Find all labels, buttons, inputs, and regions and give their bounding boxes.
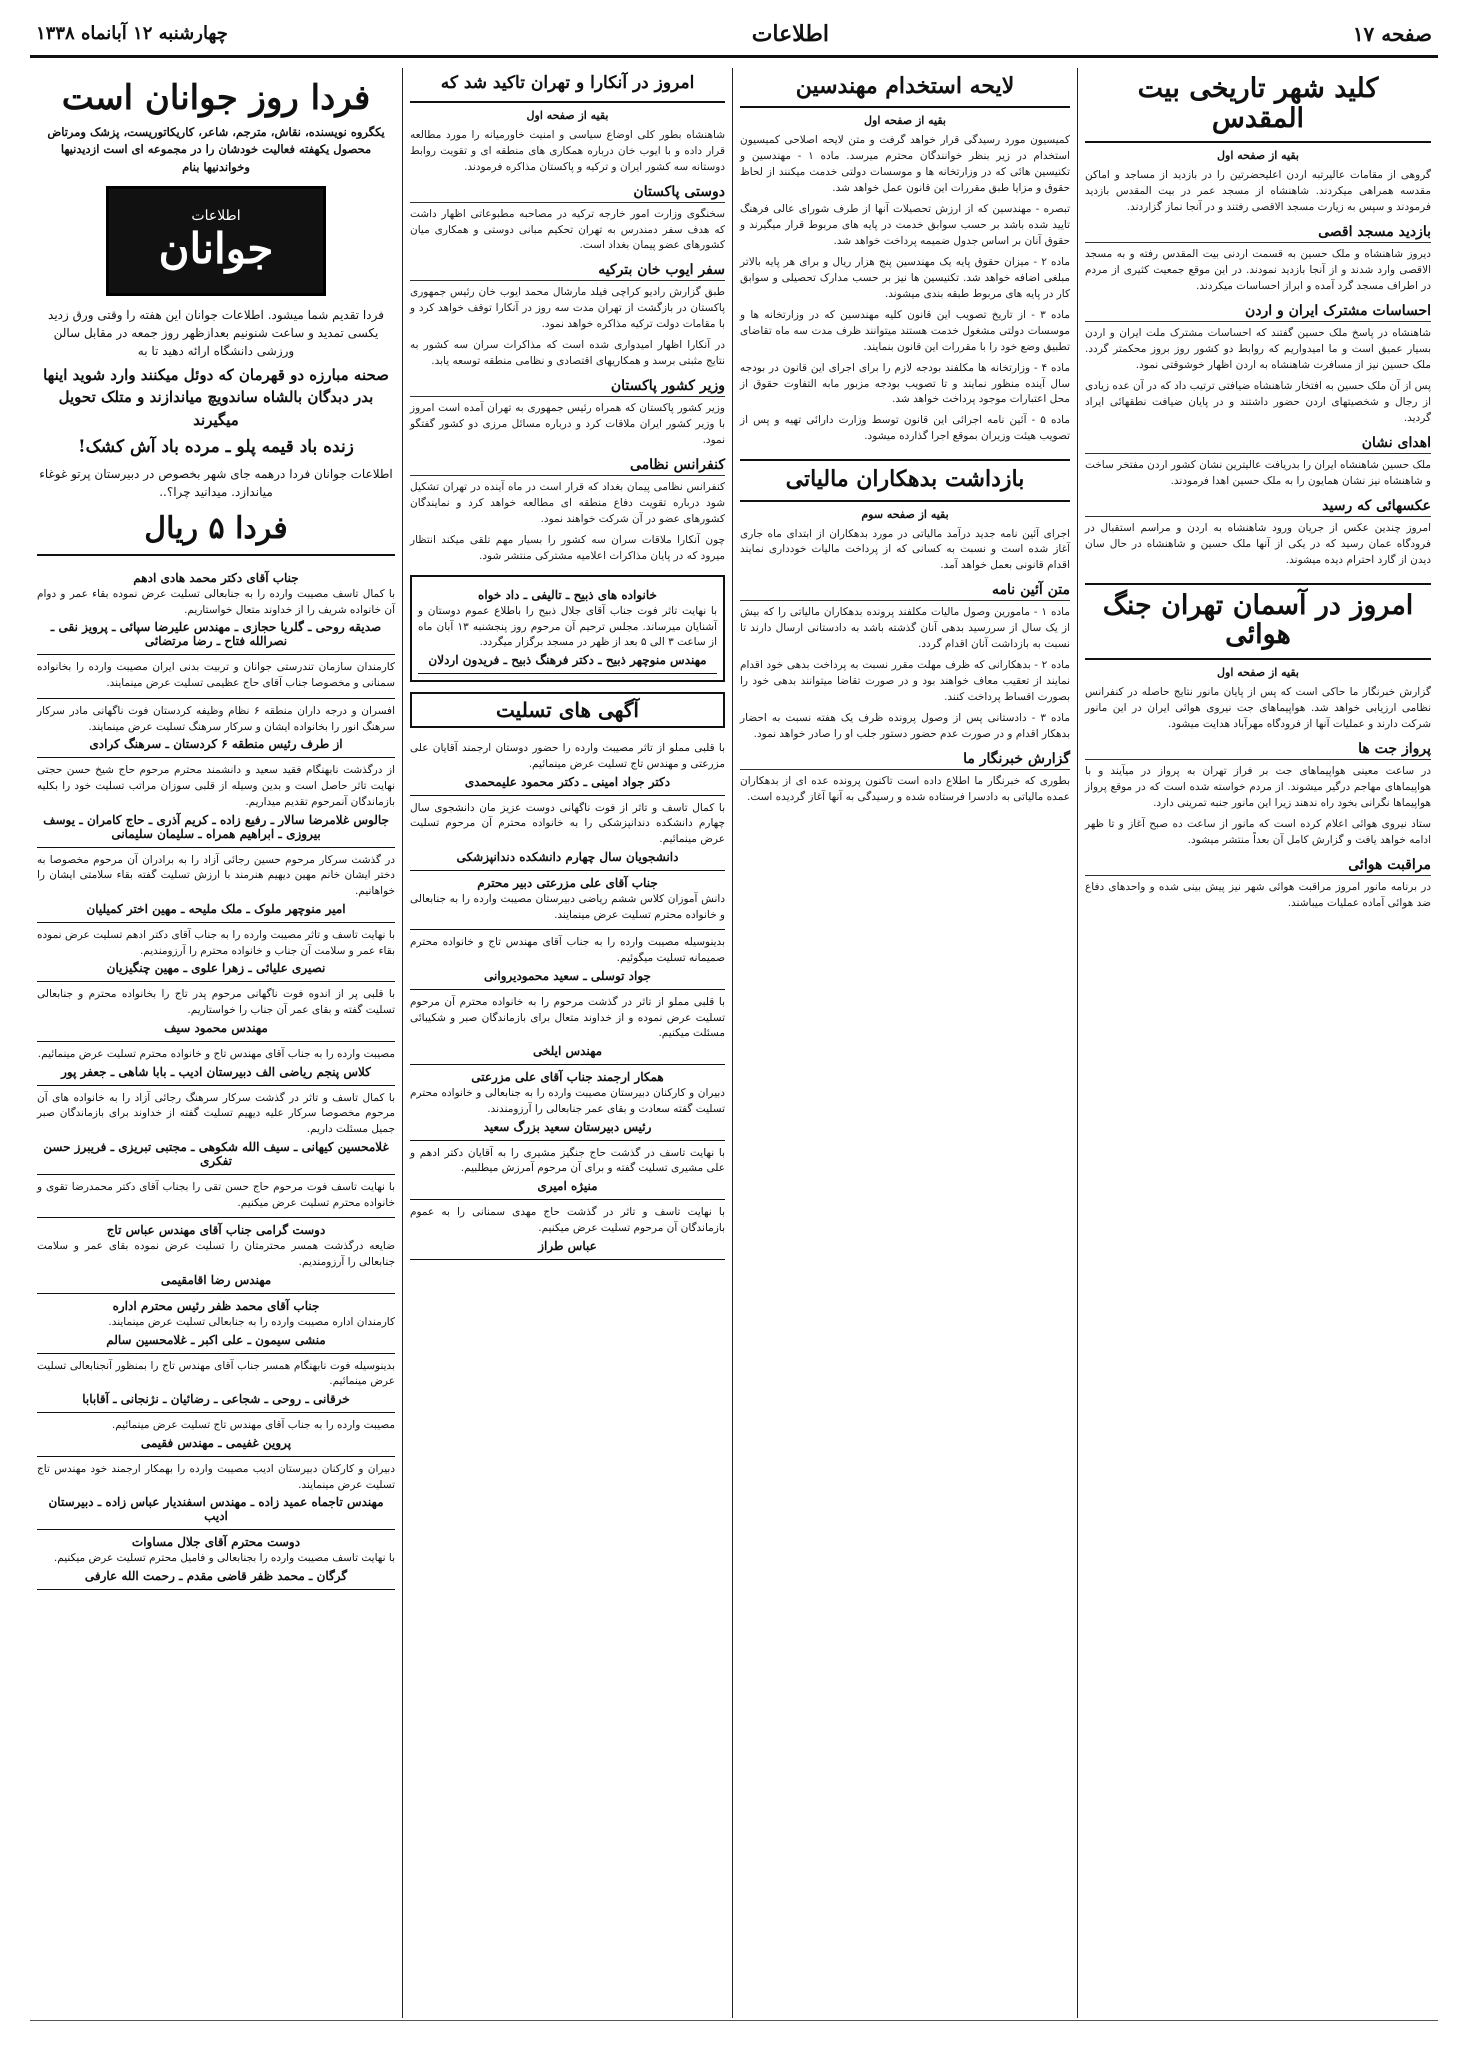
condolence-notice: مصیبت وارده را به جناب آقای مهندس تاج و خانواده محترم تسلیت عرض مینمائیم. کلاس پنجم ریاضی الف دبیرستان ادیب ـ بابا شاهی ـ جعفر پور xyxy=(37,1042,395,1086)
condolence-notice: با نهایت تاسف فوت مرحوم حاج حسن تقی را بجناب آقای دکتر محمدرضا تقوی و خانواده محترم تسلیت عرض میکنیم. xyxy=(37,1175,395,1219)
article-paragraph: اجرای آئین نامه جدید درآمد مالیاتی در مورد بدهکاران از ابتدای ماه جاری آغاز شده است و نسبت به کسانی که از پرداخت مالیات خودداری نمایند اقدام قانونی بعمل خواهد آمد. xyxy=(740,527,1070,572)
column-youth xyxy=(30,68,403,2018)
subhead: کنفرانس نظامی xyxy=(410,457,725,476)
subhead: متن آئین نامه xyxy=(740,582,1070,601)
subhead: احساسات مشترک ایران و اردن xyxy=(1085,303,1431,322)
column-ankara-tehran xyxy=(403,68,733,2018)
article-paragraph: ماده ۴ - وزارتخانه ها مکلفند بودجه لازم را برای اجرای این قانون در بودجه سال آینده منظور نمایند و تا تصویب بودجه مزبور مابه التفاوت حقوق از محل اعتبارات موجود پرداخت خواهد شد. xyxy=(740,361,1070,406)
condolence-notice: دوست محترم آقای جلال مساوات با نهایت تاسف مصیبت وارده را بجنابعالی و فامیل محترم تسلیت عرض میکنیم. گرگان ـ محمد ظفر قاضی مقدم ـ رحمت الله عارفی xyxy=(37,1530,395,1590)
subhead: وزیر کشور پاکستان xyxy=(410,378,725,397)
continued-label: بقیه از صفحه اول xyxy=(864,114,946,128)
headline-ankara-tehran: امروز در آنکارا و تهران تاکید شد که xyxy=(410,68,725,103)
price-line: فردا ۵ ریال xyxy=(37,511,395,556)
youth-lead: فردا تقدیم شما میشود. اطلاعات جوانان این هفته را وقتی ورق زدید یکسی تمدید و ساعت شنونیم بعدازظهر روز جمعه در مقابل سالن ورزشی دانشگاه ارائه دهید تا به xyxy=(48,307,384,358)
condolence-notice: همکار ارجمند جناب آقای علی مزرعتی دبیران و کارکنان دبیرستان مصیبت وارده را به جنابعالی و خانواده محترم تسلیت گفته سعادت و بقای عمر جنابعالی را آرزومندند. رئیس دبیرستان سعید بزرگ سعید xyxy=(410,1065,725,1141)
subhead: بازدید مسجد اقصی xyxy=(1085,224,1431,243)
article-paragraph: ملک حسین شاهنشاه ایران را بدریافت عالیترین نشان کشور اردن مفتخر ساخت و شاهنشاه نیز نشان همایون را به ملک حسین اهدا فرمودند. xyxy=(1085,458,1431,487)
condolence-notice: با کمال تاسف و تاثر از فوت ناگهانی دوست عزیز مان دانشجوی سال چهارم دانشکده دندانپزشکی را به خانواده محترم آن مرحوم تسلیت عرض مینمائیم. دانشجویان سال چهارم دانشکده دندانپزشکی xyxy=(410,796,725,871)
article-paragraph: دیروز شاهنشاه و ملک حسین به قسمت اردنی بیت المقدس رفته و به مسجد الاقصی وارد شدند و از آنجا بازدید نمودند. در این موقع جمعیت کثیری از مردم در اطراف مسجد گرد آمده و ابراز احساسات میکردند. xyxy=(1085,248,1431,293)
article-paragraph: ماده ۵ - آئین نامه اجرائی این قانون توسط وزارت دارائی تهیه و پس از تصویب هیئت وزیران بموقع اجرا گذارده میشود. xyxy=(740,414,1070,443)
article-paragraph: در آنکارا اظهار امیدواری شده است که مذاکرات سران سه کشور به نتایج مثبتی برسد و همکاریهای اقتصادی و نظامی منطقه توسعه یابد. xyxy=(410,339,725,368)
condolence-notice: بدینوسیله مصیبت وارده را به جناب آقای مهندس تاج و خانواده محترم صمیمانه تسلیت میگوئیم. جواد توسلی ـ سعید محمودیروانی xyxy=(410,930,725,990)
obituary-signatures: مهندس منوچهر ذبیح ـ دکتر فرهنگ ذبیح ـ فریدون اردلان xyxy=(428,653,707,668)
headline-engineers-bill: لایحه استخدام مهندسین xyxy=(740,68,1070,108)
footer-rule xyxy=(30,2020,1438,2034)
condolence-notice: جناب آقای محمد ظفر رئیس محترم اداره کارمندان اداره مصیبت وارده را به جنابعالی تسلیت عرض مینمایند. منشی سیمون ـ علی اکبر ـ غلامحسین سالم xyxy=(37,1294,395,1354)
condolence-notice: با قلبی مملو از تاثر در گذشت مرحوم را به خانواده محترم آن مرحوم تسلیت عرض نموده و از خداوند متعال برای بازماندگان صبر و شکیبائی مسئلت میکنیم. مهندس ایلخی xyxy=(410,990,725,1065)
subhead: گزارش خبرنگار ما xyxy=(740,751,1070,770)
obituary-body: با نهایت تاثر فوت جناب آقای جلال ذبیح را باطلاع عموم دوستان و آشنایان میرساند. مجلس ترحیم آن مرحوم روز پنجشنبه ۱۳ آبان ماه از ساعت ۳ الی ۵ بعد از ظهر در مسجد برگزار میگردد. xyxy=(418,604,717,649)
obituary-box xyxy=(410,575,725,682)
page-number: صفحه ۱۷ xyxy=(1352,21,1432,46)
condolence-notice: دبیران و کارکنان دبیرستان ادیب مصیبت وارده را بهمکار ارجمند خود مهندس تاج تسلیت عرض مینمایند. مهندس تاجماه عمید زاده ـ مهندس اسفندیار عباس زاده ـ دبیرستان ادیب xyxy=(37,1457,395,1531)
youth-lead: صحنه مبارزه دو قهرمان که دوئل میکنند وارد شوید اینها بدر دبدگان بالشاه ساندویچ میاندازند و متلک تحویل میگیرند xyxy=(43,365,389,429)
article-paragraph: شاهنشاه در پاسخ ملک حسین گفتند که احساسات مشترک ملت ایران و اردن بسیار عمیق است و ما امیدواریم که روابط دو کشور روز بروز محکمتر گردد. ملک حسین نیز از مسافرت شاهنشاه به اردن اظهار خوشوقتی نمود. xyxy=(1085,327,1431,371)
logo-small-text: اطلاعات xyxy=(191,208,241,225)
condolence-notice: با نهایت تاسف در گذشت حاج جنگیز مشیری را به آقایان دکتر ادهم و علی مشیری تسلیت گفته و برای آن مرحوم آمرزش میطلبیم. منیژه امیری xyxy=(410,1141,725,1201)
continued-label: بقیه از صفحه اول xyxy=(1217,149,1299,163)
article-paragraph: طبق گزارش رادیو کراچی فیلد مارشال محمد ایوب خان رئیس جمهوری پاکستان در بازگشت از تهران مدت سه روز در آنکارا توقف خواهد کرد و با مقامات دولت ترکیه مذاکره خواهد نمود. xyxy=(410,286,725,331)
article-paragraph: گزارش خبرنگار ما حاکی است که پس از پایان مانور نتایج حاصله در کنفرانس نظامی ارزیابی خواهد شد. هواپیماهای جت نیروی هوائی ایران در این مانور شرکت دارند و عملیات آنها از فرودگاه مهرآباد هدایت میشود. xyxy=(1085,685,1431,730)
article-paragraph: امروز چندین عکس از جریان ورود شاهنشاه به اردن و مراسم استقبال در فرودگاه عمان رسید که در یکی از آنها ملک حسین و شاهنشاه در حال سان دیدن از گارد احترام دیده میشوند. xyxy=(1085,521,1431,566)
subhead: عکسهائی که رسید xyxy=(1085,498,1431,517)
condolence-notice: با نهایت تاسف و تاثر در گذشت حاج مهدی سمنانی را به عموم بازماندگان آن مرحوم تسلیت عرض میکنیم. عباس طراز xyxy=(410,1200,725,1260)
article-paragraph: گروهی از مقامات عالیرتبه اردن اعلیحضرتین را در بازدید از مساجد و اماکن مقدسه همراهی میکردند. شاهنشاه از مسجد عمر در بیت المقدس بازدید فرمودند و سپس به زیارت مسجد الاقصی رفتند و در آنجا نماز گزاردند. xyxy=(1085,169,1431,214)
article-paragraph: شاهنشاه بطور کلی اوضاع سیاسی و امنیت خاورمیانه را مورد مطالعه قرار داده و با ایوب خان درباره همکاری های منطقه ای و تقویت روابط دوستانه سه کشور ایران و ترکیه و پاکستان مذاکره فرمودند. xyxy=(410,128,725,173)
condolence-notice: کارمندان سازمان تندرستی جوانان و تربیت بدنی ایران مصیبت وارده را بخانواده سمنانی و مخصوصا جناب آقای حاج عظیمی تسلیت عرض مینمایند. xyxy=(37,655,395,699)
obituary-title: خانواده های ذبیح ـ تالیفی ـ داد خواه xyxy=(478,587,657,602)
headline-air-battle: امروز در آسمان تهران جنگ هوائی xyxy=(1085,583,1431,660)
article-paragraph: چون آنکارا ملاقات سران سه کشور را بسیار مهم تلقی میکند انتظار میرود که در پایان مذاکرات اعلامیه مشترکی منتشر شود. xyxy=(410,533,725,562)
newspaper-name: اطلاعات xyxy=(751,20,829,47)
article-paragraph: کمیسیون مورد رسیدگی قرار خواهد گرفت و متن لایحه اصلاحی کمیسیون استخدام در زیر بنظر خوانندگان محترم میرسد. ماده ۱ - مهندسین و تکنیسین هائی که در وزارتخانه ها و موسسات دولتی خدمت میکنند از لحاظ حقوق و مزایا طبق مقررات این قانون عمل خواهد شد. xyxy=(740,134,1070,195)
article-paragraph: ماده ۳ - از تاریخ تصویب این قانون کلیه مهندسین که در وزارتخانه ها و موسسات دولتی مشغول خدمت هستند میتوانند ظرف مدت سه ماه تقاضای تطبیق وضع خود را با مقررات این قانون بنمایند. xyxy=(740,308,1071,353)
youth-lead: اطلاعات جوانان فردا درهمه جای شهر بخصوص در دبیرستان پرتو غوغاء میاندازد. میدانید چرا؟.. xyxy=(39,466,393,499)
condolence-notice: با قلبی پر از اندوه فوت ناگهانی مرحوم پدر تاج را بخانواده محترم و جنابعالی تسلیت گفته و بقای عمر آن جناب را خواستاریم. مهندس محمود سیف xyxy=(37,982,395,1042)
condolence-notice: با کمال تاسف و تاثر در گذشت سرکار سرهنگ رجائی آزاد را به خانواده های آن مرحوم مخصوصا سرکار علیه دیهیم تسلیت گفته از خداوند برای بازماندگان صبر جمیل مسئلت داریم. غلامحسین کیهانی ـ سیف الله شکوهی ـ مجتبی تبریزی ـ فریبرز حسن تفکری xyxy=(37,1086,395,1175)
condolence-notice: دوست گرامی جناب آقای مهندس عباس تاج ضایعه درگذشت همسر محترمتان را تسلیت عرض نموده بقای عمر و سلامت جنابعالی را آرزومندیم. مهندس رضا اقامقیمی xyxy=(37,1218,395,1294)
columns xyxy=(30,68,1438,2018)
article-paragraph: پس از آن ملک حسین به افتخار شاهنشاه ضیافتی ترتیب داد که در آن عده زیادی از رجال و شخصیتهای اردن حضور داشتند و در پایان ضیافت نطقهائی ایراد گردید. xyxy=(1085,379,1431,424)
condolence-notice: جناب آقای دکتر محمد هادی ادهم با کمال تاسف مصیبت وارده را به جنابعالی تسلیت عرض نموده بقاء عمر و دوام آن خانواده شریف را از خداوند متعال خواستاریم. صدیقه روحی ـ گلریا حجازی ـ مهندس علیرضا سپائی ـ پرویز نقی ـ نصرالله فتاح ـ رضا مرتضائی xyxy=(37,566,395,656)
subhead: دوستی پاکستان xyxy=(410,184,725,203)
article-paragraph: کنفرانس نظامی پیمان بغداد که قرار است در ماه آینده در تهران تشکیل شود درباره تقویت دفاع منطقه ای مطالعه خواهد کرد و نمایندگان کشورهای عضو در آن شرکت خواهند نمود. xyxy=(410,481,725,525)
condolence-notice: مصیبت وارده را به جناب آقای مهندس تاج تسلیت عرض مینمائیم. پروین غفیمی ـ مهندس فقیمی xyxy=(37,1413,395,1457)
article-paragraph: ماده ۲ - میزان حقوق پایه یک مهندسین پنج هزار ریال و برای هر پایه بالاتر مبلغی اضافه خواهد شد. تکنیسین ها نیز بر حسب مدارک تحصیلی و سوابق کار در پایه های مربوط طبقه بندی میشوند. xyxy=(740,255,1070,300)
condolence-notice: بدینوسیله فوت نابهنگام همسر جناب آقای مهندس تاج را بمنظور آنجنابعالی تسلیت عرض مینمائیم. خرقانی ـ روحی ـ شجاعی ـ رضائیان ـ نژنجانی ـ آقابابا xyxy=(37,1354,395,1414)
condolence-notice: در گذشت سرکار مرحوم حسین رجائی آزاد را به برادران آن مرحوم مخصوصا به دختر ایشان خانم مهین دیهیم هنرمند با ارزش تسلیت گفته بقاء سلامتی ایشان را خواهانیم. امیر منوچهر ملوک ـ ملک ملیحه ـ مهین اختر کمیلیان xyxy=(37,848,395,923)
headline-tax-debtors: بازداشت بدهکاران مالیاتی xyxy=(740,459,1070,501)
masthead xyxy=(30,18,1438,58)
subhead: سفر ایوب خان بترکیه xyxy=(410,262,725,281)
condolence-notice: جناب آقای علی مزرعتی دبیر محترم دانش آموزان کلاس ششم ریاضی دبیرستان مصیبت وارده را به جنابعالی و خانواده محترم تسلیت عرض مینمایند. xyxy=(410,871,725,931)
column-engineers xyxy=(733,68,1078,2018)
condolence-notice: افسران و درجه داران منطقه ۶ نظام وظیفه کردستان فوت ناگهانی مادر سرکار سرهنگ انور را بخانواده ایشان و سرکار سرهنگ تسلیت عرض مینمایند. از طرف رئیس منطقه ۶ کردستان ـ سرهنگ کرادی xyxy=(37,699,395,759)
logo-big-text: جوانان xyxy=(158,224,274,274)
condolence-notice: با قلبی مملو از تاثر مصیبت وارده را حضور دوستان ارجمند آقایان علی مزرعتی و مهندس تاج تسلیت عرض مینمائیم. دکتر جواد امینی ـ دکتر محمود علیمحمدی xyxy=(410,736,725,796)
ettelaat-javanan-logo xyxy=(106,186,326,296)
article-paragraph: تبصره - مهندسین که از ارزش تحصیلات آنها از طرف شورای عالی فرهنگ تایید شده باشد بر حسب سوابق خدمت در پایه های مربوط قرار میگیرند و حقوق آنان بر اساس جدول ضمیمه پرداخت خواهد شد. xyxy=(740,203,1070,247)
article-paragraph: سخنگوی وزارت امور خارجه ترکیه در مصاحبه مطبوعاتی اظهار داشت که هدف سفر دمندرس به تهران تحکیم مبانی دوستی و همکاری میان کشورهای عضو پیمان بغداد است. xyxy=(410,207,725,252)
condolence-section-title: آگهی های تسلیت xyxy=(410,692,725,728)
column-jerusalem xyxy=(1078,68,1438,2018)
condolence-notice: از درگذشت نابهنگام فقید سعید و دانشمند محترم مرحوم حاج شیخ حسن حجتی نهایت تاثر حاصل است و بدین وسیله از قلبی سوزان مراتب تسلیت خود را بکلیه بازماندگان آنمرحوم تقدیم میداریم. جالوس غلامرضا سالار ـ رفیع زاده ـ کریم آذری ـ حاج کامران ـ یوسف بیروزی ـ ابراهیم همراه ـ سلیمان سلیمانی xyxy=(37,758,395,847)
article-paragraph: وزیر کشور پاکستان که همراه رئیس جمهوری به تهران آمده است امروز با وزیر کشور ایران ملاقات کرد و درباره مسائل مرزی دو کشور گفتگو نمود. xyxy=(410,402,725,447)
youth-subtitle: یکگروه نویسنده، نقاش، مترجم، شاعر، کاریکاتوریست، پزشک ومرتاض محصول یکهفته فعالیت خودشان را در مجموعه ای است ازدیدنیها وخواندنیها بنام xyxy=(47,125,385,174)
youth-lead: زنده باد قیمه پلو ـ مرده باد آش کشک! xyxy=(78,437,354,458)
subhead: پرواز جت ها xyxy=(1085,741,1431,760)
article-paragraph: در ساعت معینی هواپیماهای جت بر فراز تهران به پرواز در میآیند و با هواپیماهای مهاجم درگیر میشوند. از مردم خواسته شده است که در موقع پرواز هواپیماها نگرانی بخود راه ندهند زیرا این مانور جنبه تمرینی دارد. xyxy=(1085,764,1431,809)
continued-label: بقیه از صفحه اول xyxy=(526,108,609,122)
article-paragraph: ستاد نیروی هوائی اعلام کرده است که مانور از ساعت ده صبح آغاز و تا ظهر ادامه خواهد یافت و گزارش کامل آن بعداً منتشر میشود. xyxy=(1085,817,1431,846)
continued-label: بقیه از صفحه سوم xyxy=(861,507,949,521)
issue-date: چهارشنبه ۱۲ آبانماه ۱۳۳۸ xyxy=(36,23,228,44)
article-paragraph: ماده ۲ - بدهکارانی که ظرف مهلت مقرر نسبت به پرداخت بدهی خود اقدام نمایند از تعقیب معاف خواهند بود و در صورت تقاضا میتوانند بدهی خود را بصورت اقساط پرداخت کنند. xyxy=(740,659,1070,704)
article-paragraph: ماده ۳ - دادستانی پس از وصول پرونده ظرف یک هفته نسبت به احضار بدهکار اقدام و در صورت عدم حضور دستور جلب او را صادر خواهد نمود. xyxy=(740,712,1070,741)
article-paragraph: در برنامه مانور امروز مراقبت هوائی شهر نیز پیش بینی شده و واحدهای دفاع ضد هوائی آماده عملیات میباشند. xyxy=(1085,880,1431,909)
subhead: مراقبت هوائی xyxy=(1085,857,1431,876)
headline-jerusalem: کلید شهر تاریخی بیت المقدس xyxy=(1085,68,1431,143)
article-paragraph: بطوری که خبرنگار ما اطلاع داده است تاکنون پرونده عده ای از بدهکاران عمده مالیاتی به دادسرا فرستاده شده و رسیدگی به آنها آغاز گردیده است. xyxy=(740,775,1070,803)
headline-youth-day: فردا روز جوانان است xyxy=(61,78,371,118)
continued-label: بقیه از صفحه اول xyxy=(1217,665,1299,679)
article-paragraph: ماده ۱ - مامورین وصول مالیات مکلفند پرونده بدهکاران مالیاتی را که بیش از یک سال از سررسید بدهی آنان گذشته باشد به دادستانی ارسال دارند تا نسبت به بازداشت آنان اقدام گردد. xyxy=(740,606,1070,651)
subhead: اهدای نشان xyxy=(1085,435,1431,454)
condolence-notice: با نهایت تاسف و تاثر مصیبت وارده را به جناب آقای دکتر ادهم تسلیت عرض نموده بقاء عمر و سلامت آن جناب و خانواده محترم را آرزومندیم. نصیری علیائی ـ زهرا علوی ـ مهین چنگیزیان xyxy=(37,923,395,983)
